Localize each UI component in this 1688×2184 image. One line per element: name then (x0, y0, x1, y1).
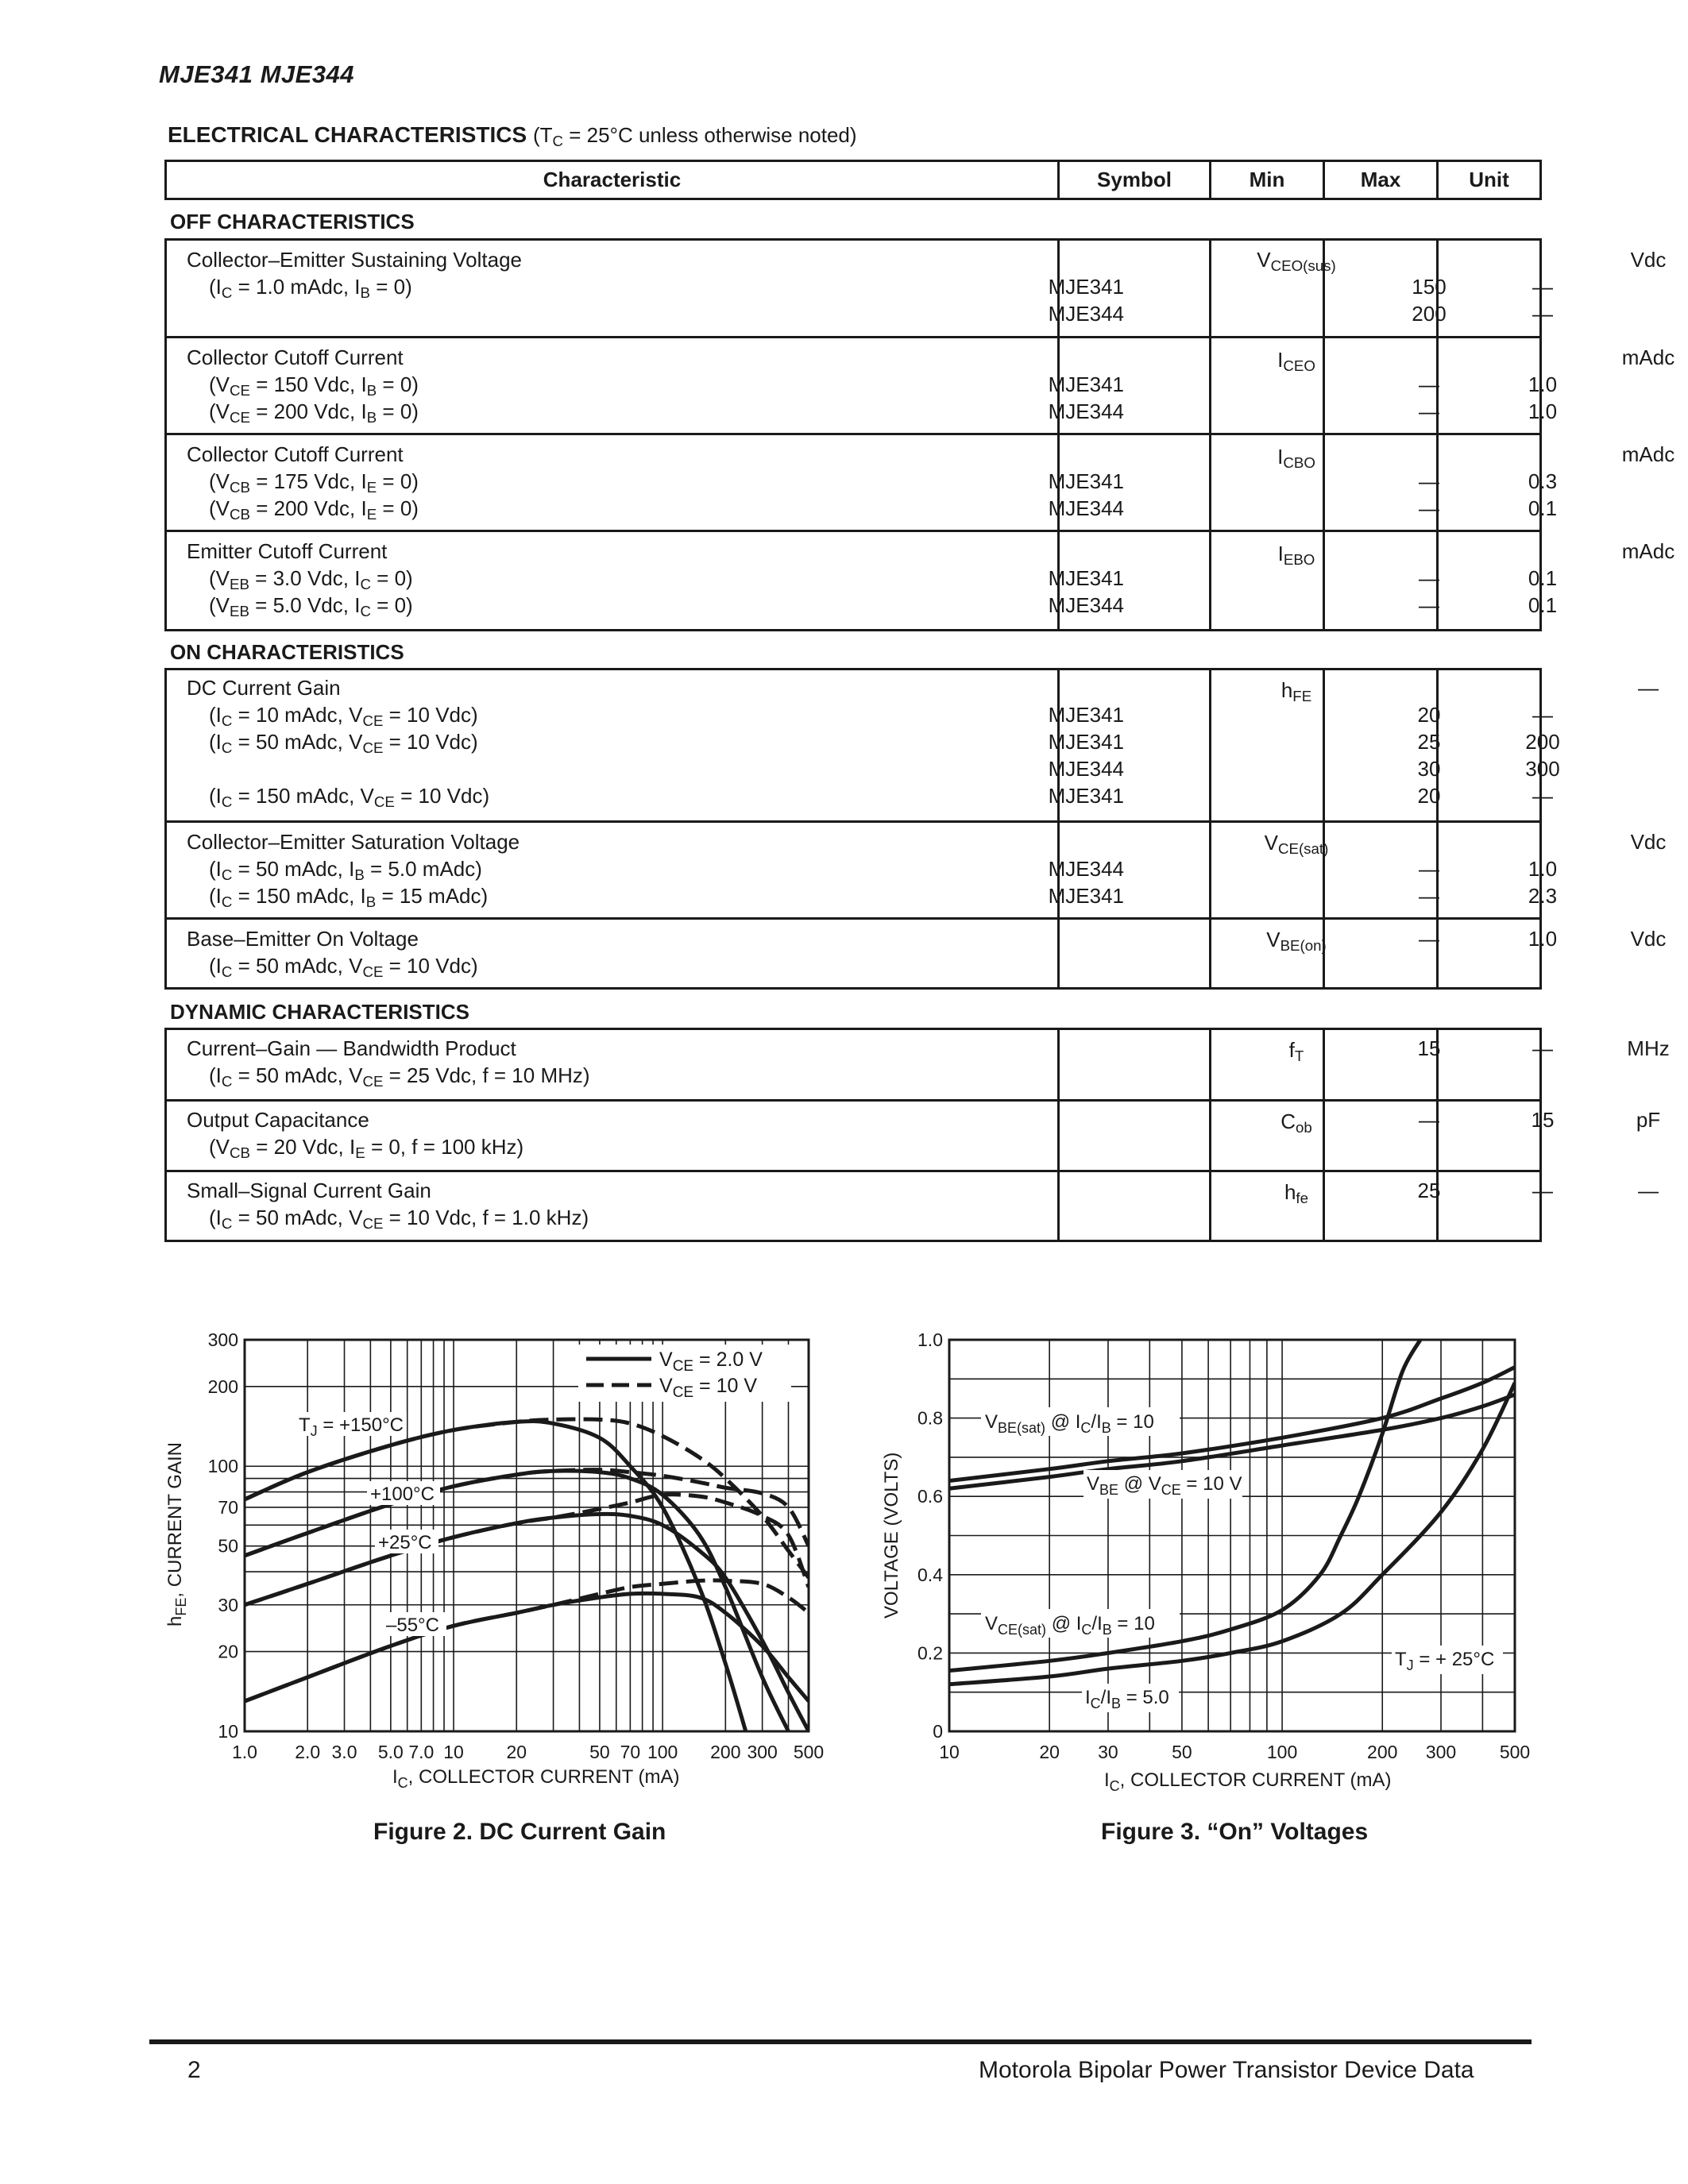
x-tick-label: 7.0 (408, 1742, 435, 1762)
on-characteristics-group (164, 668, 1667, 990)
max-value: 1.0 (1528, 927, 1558, 951)
test-condition: ($V_{EB} = 5.0$ Vdc, $I_C = 0$) (209, 593, 413, 620)
row-hfe-small-signal (167, 1172, 1659, 1240)
series-line (245, 1419, 809, 1577)
min-value: — (1419, 372, 1439, 396)
max-value: — (1532, 1036, 1553, 1060)
annotation-vce-sat: $V_{CE(sat)}$ @ $I_C/I_B = 10$ (985, 1613, 1155, 1638)
test-condition: ($V_{CB} = 20$ Vdc, $I_E = 0$, f = 100 kHz) (209, 1135, 524, 1162)
y-tick-label: 0.8 (917, 1407, 943, 1429)
max-value: 300 (1525, 757, 1560, 781)
annotation-tj-minus-55: –55°C (386, 1615, 439, 1636)
min-value: — (1419, 593, 1439, 617)
x-tick-label: 10 (939, 1742, 960, 1762)
x-tick-label: 1.0 (232, 1742, 257, 1762)
device: MJE341 (1048, 730, 1124, 754)
dynamic-characteristics-group (164, 1028, 1670, 1242)
column-header-unit: Unit (1469, 168, 1509, 191)
test-condition: ($I_C = 1.0$ mAdc, $I_B = 0$) (209, 275, 412, 302)
document-title: MJE341 MJE344 (159, 60, 355, 88)
unit: MHz (1627, 1036, 1670, 1060)
test-condition: ($V_{CB} = 200$ Vdc, $I_E = 0$) (209, 496, 419, 523)
row-hfe (167, 670, 1659, 823)
annotation-ic-ib-5: $I_C/I_B = 5.0$ (1085, 1687, 1169, 1711)
y-tick-label: 200 (207, 1376, 238, 1397)
y-tick-label: 30 (218, 1594, 238, 1615)
characteristic-name: Collector Cutoff Current (187, 442, 404, 466)
off-characteristics-group (164, 238, 1675, 631)
symbol: $h_{fe}$ (1284, 1180, 1309, 1207)
row-cob (167, 1102, 1661, 1172)
annotation-vbe: $V_{BE}$ @ $V_{CE} = 10$ V (1087, 1473, 1242, 1498)
characteristic-name: Collector Cutoff Current (187, 345, 404, 369)
max-value: 1.0 (1528, 372, 1558, 396)
characteristic-name: Emitter Cutoff Current (187, 539, 388, 563)
x-tick-label: 3.0 (331, 1742, 357, 1762)
unit: Vdc (1630, 830, 1667, 854)
min-value: — (1419, 566, 1439, 590)
min-value: — (1419, 469, 1439, 493)
x-tick-label: 200 (710, 1742, 741, 1762)
x-tick-label: 30 (1098, 1742, 1118, 1762)
x-tick-label: 100 (1266, 1742, 1298, 1762)
x-tick-label: 70 (620, 1742, 641, 1762)
device: MJE344 (1048, 302, 1124, 326)
min-value: 15 (1417, 1036, 1441, 1060)
max-value: 0.1 (1528, 496, 1558, 520)
max-value: — (1532, 275, 1553, 299)
characteristic-name: DC Current Gain (187, 676, 341, 700)
y-tick-label: 300 (207, 1329, 238, 1350)
symbol: $V_{BE(on)}$ (1266, 928, 1327, 955)
min-value: 150 (1412, 275, 1447, 299)
characteristic-name: Output Capacitance (187, 1108, 369, 1132)
row-vceo (167, 241, 1667, 338)
legend-label-vce-10v: $V_{CE} = 10$ V (659, 1375, 758, 1401)
y-tick-label: 70 (218, 1496, 238, 1518)
series-line (245, 1580, 809, 1701)
figure-2-caption: Figure 2. DC Current Gain (373, 1819, 666, 1845)
max-value: — (1532, 302, 1553, 326)
annotation-tj-25: +25°C (378, 1532, 432, 1553)
row-iebo (167, 532, 1675, 629)
row-ft (167, 1030, 1670, 1102)
characteristic-name: Collector–Emitter Saturation Voltage (187, 830, 520, 854)
x-tick-label: 5.0 (377, 1742, 404, 1762)
y-tick-label: 1.0 (917, 1329, 943, 1350)
x-axis-label: $I_C$, COLLECTOR CURRENT (mA) (392, 1766, 680, 1791)
max-value: — (1532, 784, 1553, 808)
column-header-characteristic: Characteristic (543, 168, 682, 191)
x-tick-label: 300 (1425, 1742, 1457, 1762)
min-value: 20 (1417, 784, 1441, 808)
characteristic-name: Base–Emitter On Voltage (187, 927, 419, 951)
y-tick-label: 0.6 (917, 1486, 943, 1507)
unit: Vdc (1630, 248, 1667, 272)
max-value: 0.1 (1528, 566, 1558, 590)
x-tick-label: 2.0 (295, 1742, 321, 1762)
section-on-characteristics: ON CHARACTERISTICS (170, 640, 404, 664)
section-dynamic-characteristics: DYNAMIC CHARACTERISTICS (170, 1000, 469, 1024)
min-value: 25 (1417, 730, 1441, 754)
test-condition: ($I_C = 50$ mAdc, $V_{CE} = 10$ Vdc) (209, 954, 478, 981)
series-line (245, 1470, 809, 1556)
symbol: $f_T$ (1288, 1038, 1304, 1065)
max-value: — (1532, 1179, 1553, 1202)
y-tick-label: 0.4 (917, 1564, 943, 1585)
annotation-tj-100: +100°C (370, 1484, 435, 1505)
page-number: 2 (187, 2057, 201, 2083)
unit: mAdc (1621, 442, 1675, 466)
x-tick-label: 20 (1039, 1742, 1060, 1762)
footer-rule (149, 2039, 1532, 2044)
symbol: $I_{CEO}$ (1277, 348, 1315, 375)
min-value: 200 (1412, 302, 1447, 326)
annotation-vbe-sat: $V_{BE(sat)}$ @ $I_C/I_B = 10$ (985, 1411, 1154, 1436)
device: MJE344 (1048, 593, 1124, 617)
section-off-characteristics: OFF CHARACTERISTICS (170, 210, 415, 233)
annotation-tj-25: $T_J$ = + 25°C (1395, 1649, 1495, 1673)
max-value: 15 (1531, 1108, 1555, 1132)
test-condition: ($V_{EB} = 3.0$ Vdc, $I_C = 0$) (209, 566, 413, 593)
test-condition: ($V_{CE} = 150$ Vdc, $I_B = 0$) (209, 372, 419, 399)
symbol: $h_{FE}$ (1280, 678, 1312, 705)
symbol: $C_{ob}$ (1280, 1109, 1312, 1136)
test-condition: ($I_C = 50$ mAdc, $V_{CE} = 25$ Vdc, f = 10 MHz) (209, 1063, 590, 1090)
min-value: — (1419, 1108, 1439, 1132)
device: MJE341 (1048, 703, 1124, 727)
max-value: — (1532, 703, 1553, 727)
column-header-symbol: Symbol (1097, 168, 1172, 191)
table-heading (168, 122, 857, 148)
min-value: 20 (1417, 703, 1441, 727)
x-tick-label: 10 (443, 1742, 464, 1762)
row-iceo (167, 338, 1675, 435)
y-axis-label: VOLTAGE (VOLTS) (881, 1452, 902, 1619)
x-tick-label: 200 (1367, 1742, 1398, 1762)
row-icbo (167, 435, 1675, 532)
x-tick-label: 500 (793, 1742, 825, 1762)
characteristic-name: Collector–Emitter Sustaining Voltage (187, 248, 523, 272)
device: MJE341 (1048, 884, 1124, 908)
x-tick-label: 50 (589, 1742, 610, 1762)
x-axis-label: $I_C$, COLLECTOR CURRENT (mA) (1104, 1769, 1392, 1794)
y-tick-label: 10 (218, 1721, 238, 1742)
device: MJE341 (1048, 275, 1124, 299)
row-vbeon (167, 920, 1667, 987)
characteristic-name: Current–Gain — Bandwidth Product (187, 1036, 516, 1060)
max-value: 1.0 (1528, 857, 1558, 881)
test-condition: ($I_C = 10$ mAdc, $V_{CE} = 10$ Vdc) (209, 703, 478, 730)
max-value: 2.3 (1528, 884, 1558, 908)
x-tick-label: 100 (647, 1742, 678, 1762)
max-value: 0.3 (1528, 469, 1558, 493)
x-tick-label: 500 (1499, 1742, 1531, 1762)
min-value: 30 (1417, 757, 1441, 781)
symbol: $V_{CEO(sus)}$ (1257, 248, 1336, 275)
min-value: — (1419, 496, 1439, 520)
symbol: $V_{CE(sat)}$ (1264, 831, 1329, 858)
table-note: ($T_C = 25^\circ C$ unless otherwise noted) (532, 123, 857, 150)
device: MJE344 (1048, 757, 1124, 781)
y-axis-label: $h_{FE}$, CURRENT GAIN (164, 1442, 189, 1626)
column-header-min: Min (1249, 168, 1285, 191)
unit: — (1638, 1179, 1659, 1202)
unit: pF (1636, 1108, 1661, 1132)
series-line (245, 1593, 809, 1701)
device: MJE344 (1048, 399, 1124, 423)
max-value: 200 (1525, 730, 1560, 754)
y-tick-label: 100 (207, 1456, 238, 1477)
unit: Vdc (1630, 927, 1667, 951)
legend-label-vce-2v: $V_{CE} = 2.0$ V (659, 1349, 763, 1375)
y-tick-label: 50 (218, 1535, 238, 1557)
device: MJE344 (1048, 857, 1124, 881)
y-tick-label: 0.2 (917, 1642, 943, 1664)
table-title: ELECTRICAL CHARACTERISTICS (168, 122, 527, 147)
footer-text: Motorola Bipolar Power Transistor Device Data (979, 2057, 1474, 2083)
min-value: — (1419, 857, 1439, 881)
figure-3-chart (874, 1318, 1557, 1811)
test-condition: ($I_C = 50$ mAdc, $V_{CE} = 10$ Vdc, f = 1.0 kHz) (209, 1206, 589, 1233)
device: MJE341 (1048, 566, 1124, 590)
min-value: — (1419, 884, 1439, 908)
x-tick-label: 20 (506, 1742, 527, 1762)
device: MJE341 (1048, 784, 1124, 808)
device: MJE341 (1048, 372, 1124, 396)
test-condition: ($I_C = 150$ mAdc, $V_{CE} = 10$ Vdc) (209, 784, 490, 811)
test-condition: ($I_C = 150$ mAdc, $I_B = 15$ mAdc) (209, 884, 489, 911)
max-value: 1.0 (1528, 399, 1558, 423)
min-value: — (1419, 399, 1439, 423)
characteristic-name: Small–Signal Current Gain (187, 1179, 431, 1202)
row-vcesat (167, 823, 1667, 920)
x-tick-label: 50 (1172, 1742, 1192, 1762)
device: MJE341 (1048, 469, 1124, 493)
test-condition: ($V_{CB} = 175$ Vdc, $I_E = 0$) (209, 469, 419, 496)
symbol: $I_{EBO}$ (1277, 542, 1315, 569)
column-header-max: Max (1360, 168, 1401, 191)
table-header-row (164, 160, 1542, 200)
x-tick-label: 300 (747, 1742, 778, 1762)
test-condition: ($I_C = 50$ mAdc, $I_B = 5.0$ mAdc) (209, 857, 482, 884)
annotation-tj-150: $T_J = +150^\circ C$ (299, 1414, 404, 1439)
test-condition: ($V_{CE} = 200$ Vdc, $I_B = 0$) (209, 399, 419, 426)
unit: mAdc (1621, 345, 1675, 369)
unit: mAdc (1621, 539, 1675, 563)
device: MJE344 (1048, 496, 1124, 520)
symbol: $I_{CBO}$ (1277, 445, 1315, 472)
unit: — (1638, 676, 1659, 700)
figure-2-chart (143, 1318, 858, 1811)
y-tick-label: 20 (218, 1641, 238, 1662)
figure-3-caption: Figure 3. “On” Voltages (1101, 1819, 1369, 1845)
y-tick-label: 0 (933, 1721, 943, 1742)
max-value: 0.1 (1528, 593, 1558, 617)
min-value: — (1419, 927, 1439, 951)
test-condition: ($I_C = 50$ mAdc, $V_{CE} = 10$ Vdc) (209, 730, 478, 757)
min-value: 25 (1417, 1179, 1441, 1202)
